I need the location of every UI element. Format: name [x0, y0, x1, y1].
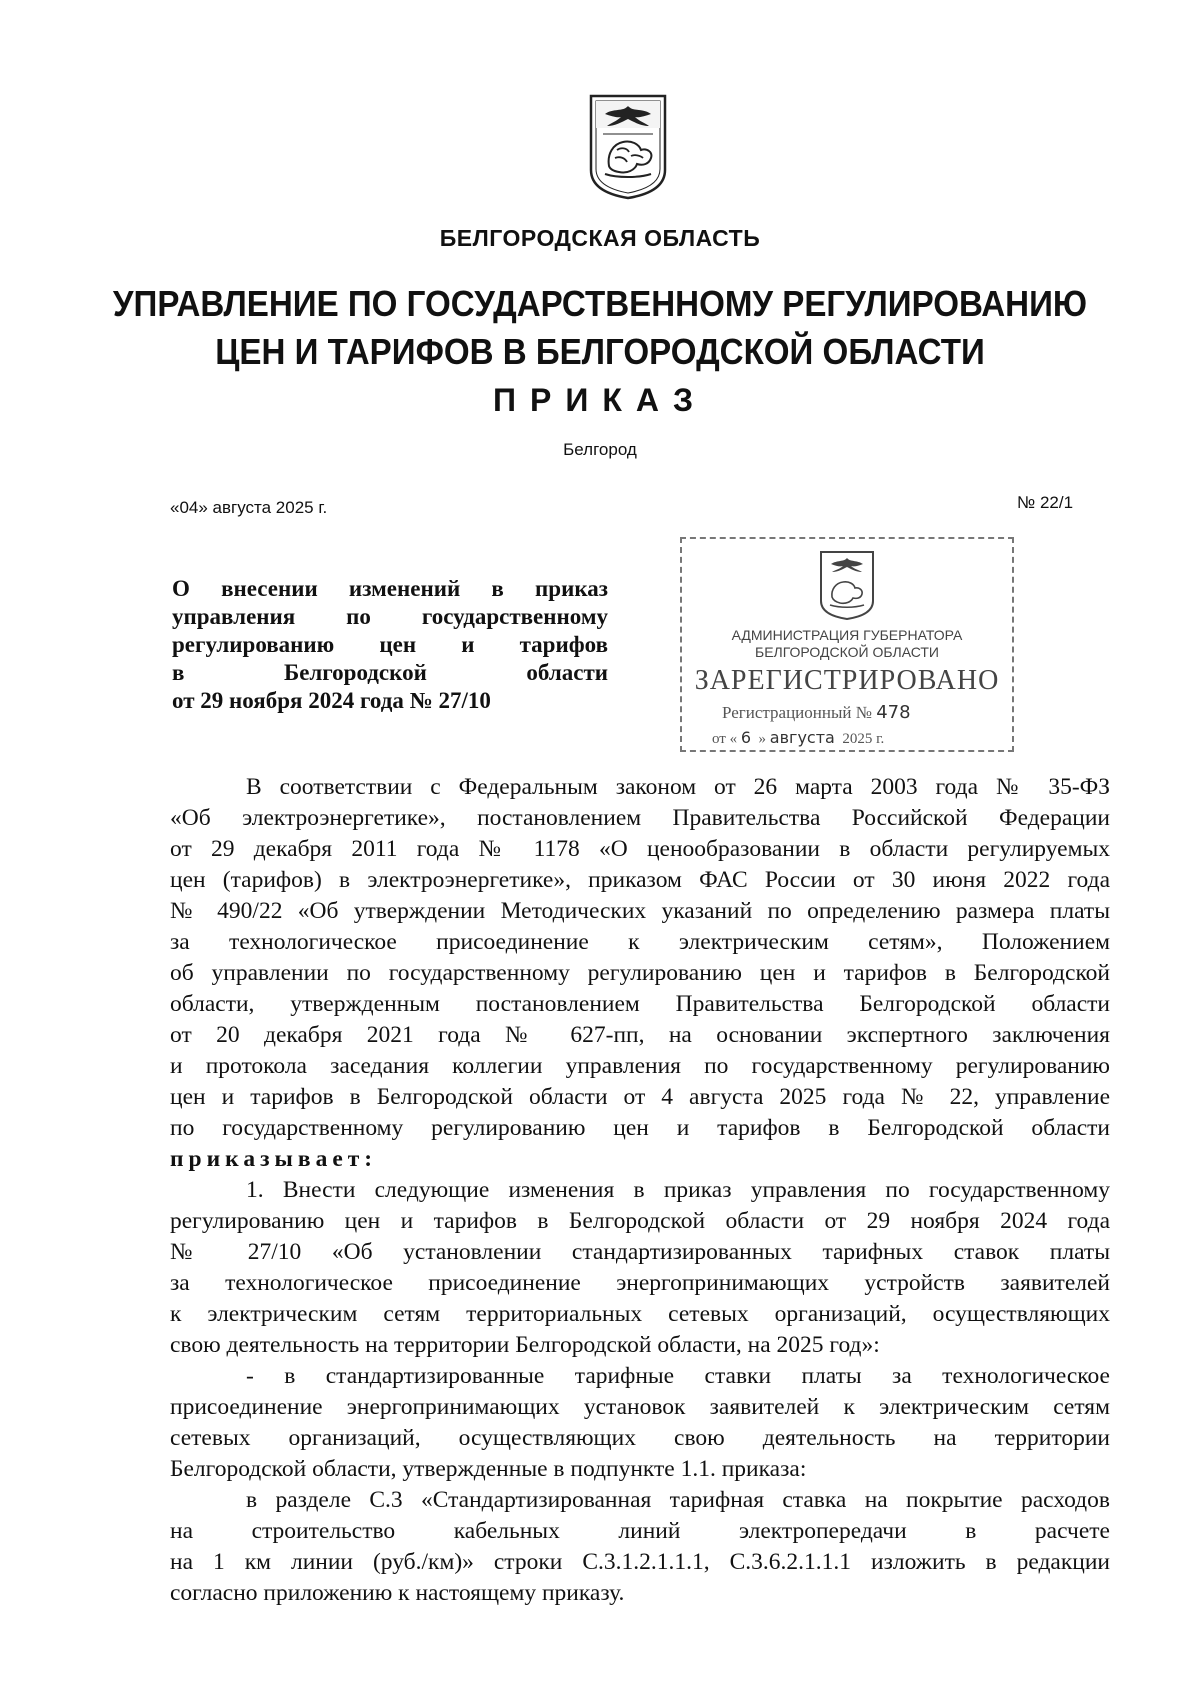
body-line: в разделе С.3 «Стандартизированная тарифная ставка на покрытие расходов [246, 1487, 1110, 1513]
region-title: БЕЛГОРОДСКАЯ ОБЛАСТЬ [439, 225, 761, 251]
body-line: от 29 декабря 2011 года № 1178 «О ценообразовании в области регулируемых [170, 836, 1110, 862]
stamp-date-prefix: от « [712, 731, 738, 747]
stamp-date-day: 6 [740, 728, 752, 747]
city: Белгород [563, 440, 637, 459]
stamp-registration-number [722, 702, 911, 723]
stamp-org-line-1: АДМИНИСТРАЦИЯ ГУБЕРНАТОРА [731, 627, 963, 643]
body-line: области, утвержденным постановлением Правительства Белгородской области [170, 991, 1110, 1017]
body-line: Белгородской области, утвержденные в подпункте 1.1. приказа: [170, 1456, 807, 1482]
agency-title-line-2: ЦЕН И ТАРИФОВ В БЕЛГОРОДСКОЙ ОБЛАСТИ [215, 331, 985, 372]
body-line: по государственному регулированию цен и тарифов в Белгородской области [170, 1115, 1110, 1141]
body-line: за технологическое присоединение к электрическим сетям», Положением [170, 929, 1110, 955]
stamp-date-year: 2025 г. [842, 731, 885, 747]
subject-line: регулированию цен и тарифов [172, 632, 608, 657]
registration-stamp [680, 537, 1014, 752]
order-date: «04» августа 2025 г. [170, 498, 328, 517]
body-line: 1. Внести следующие изменения в приказ управления по государственному [246, 1177, 1110, 1203]
body-line: регулированию цен и тарифов в Белгородской области от 29 ноября 2024 года [170, 1208, 1110, 1234]
stamp-registered: ЗАРЕГИСТРИРОВАНО [694, 665, 1000, 696]
coat-of-arms-icon [587, 92, 669, 200]
body-line: и протокола заседания коллегии управления по государственному регулированию [170, 1053, 1110, 1079]
body-line: к электрическим сетям территориальных сетевых организаций, осуществляющих [170, 1301, 1110, 1327]
orders-keyword: приказывает: [170, 1146, 378, 1172]
body-line: об управлении по государственному регулированию цен и тарифов в Белгородской [170, 960, 1110, 986]
stamp-date-month: августа [769, 728, 835, 747]
order-number: № 22/1 [1017, 493, 1074, 512]
body-line: сетевых организаций, осуществляющих свою деятельность на территории [170, 1425, 1110, 1451]
agency-title-line-1: УПРАВЛЕНИЕ ПО ГОСУДАРСТВЕННОМУ РЕГУЛИРОВАНИЮ [112, 283, 1088, 324]
stamp-reg-label: Регистрационный № [722, 703, 872, 722]
body-line: № 27/10 «Об установлении стандартизированных тарифных ставок платы [170, 1239, 1110, 1265]
subject-line: в Белгородской области [172, 660, 608, 685]
subject-line: О внесении изменений в приказ [172, 576, 608, 601]
body-line: В соответствии с Федеральным законом от 26 марта 2003 года № 35-ФЗ [246, 774, 1110, 800]
subject-line: управления по государственному [172, 604, 608, 629]
body-line: «Об электроэнергетике», постановлением Правительства Российской Федерации [170, 805, 1110, 831]
document-type: ПРИКАЗ [492, 382, 708, 418]
body-line: свою деятельность на территории Белгородской области, на 2025 год»: [170, 1332, 880, 1358]
body-line: на строительство кабельных линий электропередачи в расчете [170, 1518, 1110, 1544]
stamp-date-mid: » [758, 731, 767, 747]
body-line: цен и тарифов в Белгородской области от 4 августа 2025 года № 22, управление [170, 1084, 1110, 1110]
order-body [170, 772, 1110, 1609]
body-line: от 20 декабря 2021 года № 627-пп, на основании экспертного заключения [170, 1022, 1110, 1048]
stamp-reg-number: 478 [876, 702, 911, 723]
stamp-org-line-2: БЕЛГОРОДСКОЙ ОБЛАСТИ [755, 644, 939, 660]
body-line: цен (тарифов) в электроэнергетике», приказом ФАС России от 30 июня 2022 года [170, 867, 1110, 893]
body-line: согласно приложению к настоящему приказу. [170, 1580, 625, 1606]
subject-line: от 29 ноября 2024 года № 27/10 [172, 688, 491, 713]
body-line: на 1 км линии (руб./км)» строки С.3.1.2.1.1.1, С.3.6.2.1.1.1 изложить в редакции [170, 1549, 1110, 1575]
body-line: за технологическое присоединение энергопринимающих устройств заявителей [170, 1270, 1110, 1296]
stamp-coat-of-arms-icon [818, 549, 876, 621]
order-subject [172, 575, 608, 715]
body-line: - в стандартизированные тарифные ставки платы за технологическое [246, 1363, 1110, 1389]
agency-title [48, 280, 1152, 376]
body-line: № 490/22 «Об утверждении Методических указаний по определению размера платы [170, 898, 1110, 924]
body-line: присоединение энергопринимающих установок заявителей к электрическим сетям [170, 1394, 1110, 1420]
stamp-date [712, 728, 884, 748]
